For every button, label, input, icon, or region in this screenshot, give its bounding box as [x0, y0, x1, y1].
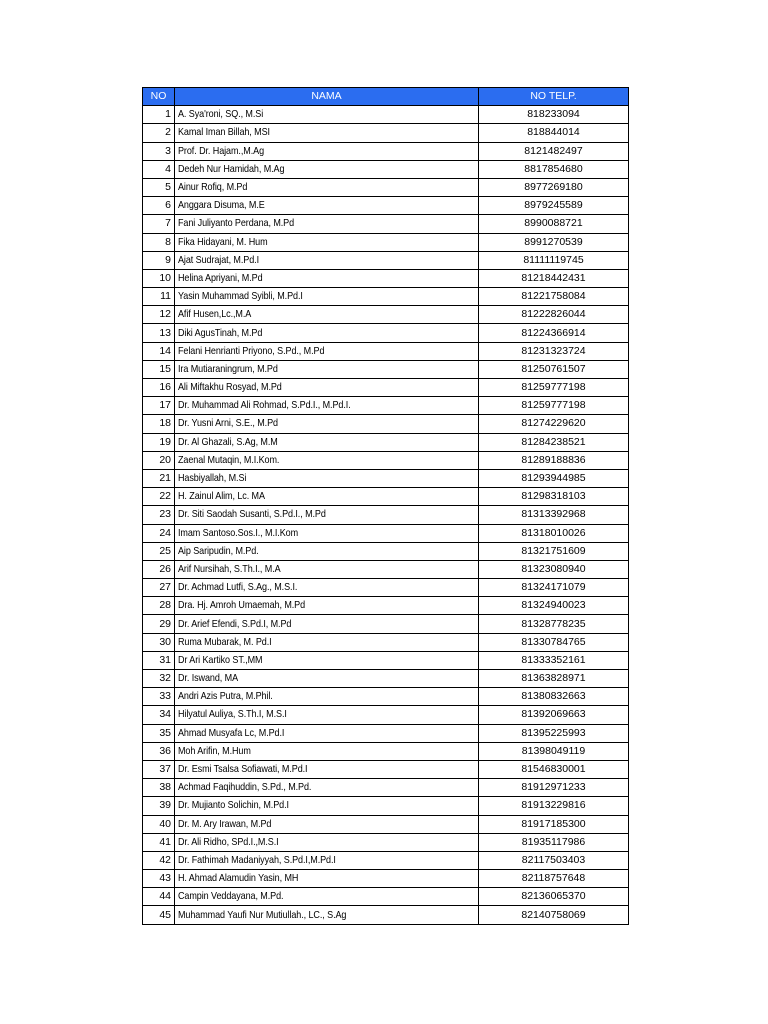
phone-cell: 81259777198: [479, 397, 629, 415]
table-row: [143, 142, 629, 160]
phone-cell: 81935117986: [479, 833, 629, 851]
table-row: [143, 779, 629, 797]
table-row: [143, 106, 629, 124]
table-row: [143, 233, 629, 251]
table-row: [143, 342, 629, 360]
phone-cell: 81395225993: [479, 724, 629, 742]
name-cell: Ajat Sudrajat, M.Pd.I: [175, 251, 479, 269]
name-cell: Prof. Dr. Hajam.,M.Ag: [175, 142, 479, 160]
phone-cell: 81392069663: [479, 706, 629, 724]
row-number-cell: 30: [143, 633, 175, 651]
table-row: [143, 397, 629, 415]
name-cell: Dr. Al Ghazali, S.Ag, M.M: [175, 433, 479, 451]
row-number-cell: 44: [143, 888, 175, 906]
table-row: [143, 160, 629, 178]
row-number-cell: 26: [143, 560, 175, 578]
name-cell: Achmad Faqihuddin, S.Pd., M.Pd.: [175, 779, 479, 797]
table-row: [143, 615, 629, 633]
table-body: [143, 106, 629, 924]
phone-cell: 8977269180: [479, 178, 629, 196]
phone-cell: 81333352161: [479, 651, 629, 669]
table-row: [143, 688, 629, 706]
table-row: [143, 251, 629, 269]
table-row: [143, 542, 629, 560]
table-row: [143, 288, 629, 306]
row-number-cell: 27: [143, 579, 175, 597]
phone-cell: 8121482497: [479, 142, 629, 160]
name-cell: Campin Veddayana, M.Pd.: [175, 888, 479, 906]
name-cell: Zaenal Mutaqin, M.I.Kom.: [175, 451, 479, 469]
name-cell: Felani Henrianti Priyono, S.Pd., M.Pd: [175, 342, 479, 360]
name-cell: Ahmad Musyafa Lc, M.Pd.I: [175, 724, 479, 742]
row-number-cell: 37: [143, 760, 175, 778]
table-row: [143, 706, 629, 724]
name-cell: Ali Miftakhu Rosyad, M.Pd: [175, 379, 479, 397]
row-number-cell: 22: [143, 488, 175, 506]
name-cell: Muhammad Yaufi Nur Mutiullah., LC., S.Ag: [175, 906, 479, 924]
table-row: [143, 269, 629, 287]
row-number-cell: 34: [143, 706, 175, 724]
table-row: [143, 724, 629, 742]
name-cell: A. Sya'roni, SQ., M.Si: [175, 106, 479, 124]
table-row: [143, 215, 629, 233]
phone-cell: 81321751609: [479, 542, 629, 560]
name-cell: Afif Husen,Lc.,M.A: [175, 306, 479, 324]
name-cell: Yasin Muhammad Syibli, M.Pd.I: [175, 288, 479, 306]
table-row: [143, 815, 629, 833]
phone-cell: 81330784765: [479, 633, 629, 651]
table-row: [143, 433, 629, 451]
row-number-cell: 29: [143, 615, 175, 633]
table-row: [143, 833, 629, 851]
phone-cell: 8817854680: [479, 160, 629, 178]
table-row: [143, 670, 629, 688]
phone-cell: 81546830001: [479, 760, 629, 778]
row-number-cell: 23: [143, 506, 175, 524]
phone-cell: 8979245589: [479, 197, 629, 215]
name-cell: Dr. Achmad Lutfi, S.Ag., M.S.I.: [175, 579, 479, 597]
row-number-cell: 7: [143, 215, 175, 233]
row-number-cell: 19: [143, 433, 175, 451]
header-telp: NO TELP.: [479, 88, 629, 106]
name-cell: Dr. Mujianto Solichin, M.Pd.I: [175, 797, 479, 815]
phone-cell: 81380832663: [479, 688, 629, 706]
name-cell: Dra. Hj. Amroh Umaemah, M.Pd: [175, 597, 479, 615]
row-number-cell: 14: [143, 342, 175, 360]
table-row: [143, 451, 629, 469]
name-cell: Aip Saripudin, M.Pd.: [175, 542, 479, 560]
name-cell: Fika Hidayani, M. Hum: [175, 233, 479, 251]
phone-cell: 82140758069: [479, 906, 629, 924]
phone-cell: 81284238521: [479, 433, 629, 451]
row-number-cell: 28: [143, 597, 175, 615]
name-cell: Ainur Rofiq, M.Pd: [175, 178, 479, 196]
phone-cell: 81274229620: [479, 415, 629, 433]
phone-cell: 81250761507: [479, 360, 629, 378]
table-row: [143, 560, 629, 578]
table-row: [143, 633, 629, 651]
name-cell: Anggara Disuma, M.E: [175, 197, 479, 215]
table-row: [143, 415, 629, 433]
name-cell: Arif Nursihah, S.Th.I., M.A: [175, 560, 479, 578]
phone-cell: 81324940023: [479, 597, 629, 615]
row-number-cell: 17: [143, 397, 175, 415]
row-number-cell: 36: [143, 742, 175, 760]
name-cell: Imam Santoso.Sos.I., M.I.Kom: [175, 524, 479, 542]
row-number-cell: 10: [143, 269, 175, 287]
phone-cell: 8990088721: [479, 215, 629, 233]
table-row: [143, 742, 629, 760]
phone-cell: 81323080940: [479, 560, 629, 578]
name-cell: Dr. Esmi Tsalsa Sofiawati, M.Pd.I: [175, 760, 479, 778]
phone-cell: 81111119745: [479, 251, 629, 269]
row-number-cell: 40: [143, 815, 175, 833]
phone-cell: 8991270539: [479, 233, 629, 251]
name-cell: Andri Azis Putra, M.Phil.: [175, 688, 479, 706]
phone-cell: 81363828971: [479, 670, 629, 688]
name-cell: Helina Apriyani, M.Pd: [175, 269, 479, 287]
table-row: [143, 488, 629, 506]
table-row: [143, 797, 629, 815]
table-row: [143, 651, 629, 669]
row-number-cell: 21: [143, 469, 175, 487]
row-number-cell: 15: [143, 360, 175, 378]
row-number-cell: 1: [143, 106, 175, 124]
name-cell: Dr. Siti Saodah Susanti, S.Pd.I., M.Pd: [175, 506, 479, 524]
row-number-cell: 12: [143, 306, 175, 324]
table-row: [143, 851, 629, 869]
row-number-cell: 2: [143, 124, 175, 142]
row-number-cell: 8: [143, 233, 175, 251]
phone-cell: 818233094: [479, 106, 629, 124]
phone-cell: 81224366914: [479, 324, 629, 342]
table-row: [143, 870, 629, 888]
table-row: [143, 888, 629, 906]
phone-cell: 81259777198: [479, 379, 629, 397]
header-row: [143, 88, 629, 106]
phone-cell: 81328778235: [479, 615, 629, 633]
phone-cell: 81221758084: [479, 288, 629, 306]
row-number-cell: 39: [143, 797, 175, 815]
row-number-cell: 31: [143, 651, 175, 669]
name-cell: Dr. Ali Ridho, SPd.I.,M.S.I: [175, 833, 479, 851]
row-number-cell: 18: [143, 415, 175, 433]
name-cell: Moh Arifin, M.Hum: [175, 742, 479, 760]
contact-table: [142, 87, 629, 925]
name-cell: Hasbiyallah, M.Si: [175, 469, 479, 487]
row-number-cell: 35: [143, 724, 175, 742]
table-row: [143, 124, 629, 142]
row-number-cell: 25: [143, 542, 175, 560]
phone-cell: 81293944985: [479, 469, 629, 487]
table-row: [143, 379, 629, 397]
table-row: [143, 906, 629, 924]
table-header: [143, 88, 629, 106]
phone-cell: 81222826044: [479, 306, 629, 324]
row-number-cell: 13: [143, 324, 175, 342]
table-row: [143, 178, 629, 196]
name-cell: Dr. Yusni Arni, S.E., M.Pd: [175, 415, 479, 433]
row-number-cell: 20: [143, 451, 175, 469]
row-number-cell: 43: [143, 870, 175, 888]
name-cell: Ruma Mubarak, M. Pd.I: [175, 633, 479, 651]
name-cell: Dr. M. Ary Irawan, M.Pd: [175, 815, 479, 833]
phone-cell: 81313392968: [479, 506, 629, 524]
row-number-cell: 24: [143, 524, 175, 542]
phone-cell: 81289188836: [479, 451, 629, 469]
table-row: [143, 579, 629, 597]
name-cell: Ira Mutiaraningrum, M.Pd: [175, 360, 479, 378]
row-number-cell: 41: [143, 833, 175, 851]
phone-cell: 81318010026: [479, 524, 629, 542]
row-number-cell: 33: [143, 688, 175, 706]
name-cell: Hilyatul Auliya, S.Th.I, M.S.I: [175, 706, 479, 724]
table-row: [143, 197, 629, 215]
phone-cell: 81398049119: [479, 742, 629, 760]
table-row: [143, 469, 629, 487]
name-cell: Kamal Iman Billah, MSI: [175, 124, 479, 142]
row-number-cell: 4: [143, 160, 175, 178]
row-number-cell: 45: [143, 906, 175, 924]
name-cell: Dr. Muhammad Ali Rohmad, S.Pd.I., M.Pd.I.: [175, 397, 479, 415]
name-cell: Diki AgusTinah, M.Pd: [175, 324, 479, 342]
phone-cell: 818844014: [479, 124, 629, 142]
phone-cell: 82136065370: [479, 888, 629, 906]
table-row: [143, 324, 629, 342]
name-cell: Dr. Arief Efendi, S.Pd.I, M.Pd: [175, 615, 479, 633]
header-nama: NAMA: [175, 88, 479, 106]
row-number-cell: 9: [143, 251, 175, 269]
phone-cell: 81218442431: [479, 269, 629, 287]
phone-cell: 82118757648: [479, 870, 629, 888]
table-row: [143, 360, 629, 378]
header-no: NO: [143, 88, 175, 106]
row-number-cell: 11: [143, 288, 175, 306]
phone-cell: 81913229816: [479, 797, 629, 815]
row-number-cell: 42: [143, 851, 175, 869]
table-row: [143, 506, 629, 524]
name-cell: Dr. Fathimah Madaniyyah, S.Pd.I,M.Pd.I: [175, 851, 479, 869]
phone-cell: 81298318103: [479, 488, 629, 506]
row-number-cell: 32: [143, 670, 175, 688]
phone-cell: 81912971233: [479, 779, 629, 797]
phone-cell: 81917185300: [479, 815, 629, 833]
name-cell: H. Zainul Alim, Lc. MA: [175, 488, 479, 506]
phone-cell: 81231323724: [479, 342, 629, 360]
row-number-cell: 3: [143, 142, 175, 160]
row-number-cell: 38: [143, 779, 175, 797]
phone-cell: 82117503403: [479, 851, 629, 869]
table-row: [143, 524, 629, 542]
table-row: [143, 597, 629, 615]
name-cell: H. Ahmad Alamudin Yasin, MH: [175, 870, 479, 888]
table-row: [143, 306, 629, 324]
row-number-cell: 6: [143, 197, 175, 215]
name-cell: Dr. Iswand, MA: [175, 670, 479, 688]
phone-cell: 81324171079: [479, 579, 629, 597]
name-cell: Dedeh Nur Hamidah, M.Ag: [175, 160, 479, 178]
row-number-cell: 5: [143, 178, 175, 196]
row-number-cell: 16: [143, 379, 175, 397]
table-row: [143, 760, 629, 778]
name-cell: Dr Ari Kartiko ST.,MM: [175, 651, 479, 669]
name-cell: Fani Juliyanto Perdana, M.Pd: [175, 215, 479, 233]
